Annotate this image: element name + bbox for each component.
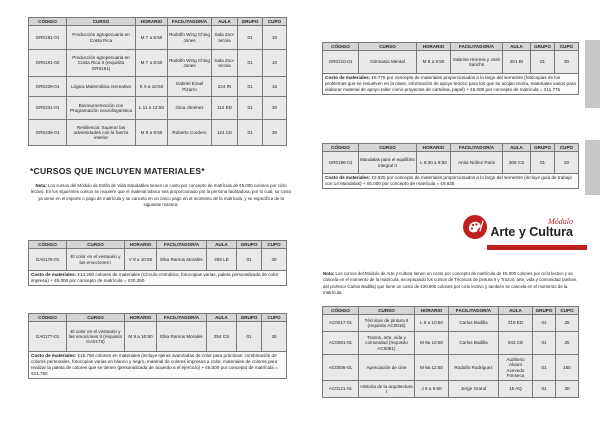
col-facilitador: FACILITADOR/A: [451, 43, 503, 51]
cell-grupo: 01: [533, 381, 556, 398]
cost-row: [323, 174, 579, 189]
note-text: Los cursos del Módulo de Arte y cultura tienen un costo por concepto de matrícula de ¢6.000 colones por ciclo lectivo y se cancela en el momento de la matrícula, exceptuando los cursos de Técnicas de pintura II y Trazos, arte, vida y comunidad (ambos del profesor Carlos Badilla) que tiene un costo de ¢20.000 colones por ciclo lectivo y también se cancela en el momento de la matrícula.: [323, 271, 577, 296]
cell-curso: El color en el vestuario y las emociones II (requisito GA0176): [67, 322, 125, 352]
module-accent-bar: [487, 245, 587, 250]
table-row: [29, 77, 287, 97]
cell-facilitador: Rodolfo Rodríguez: [449, 355, 499, 381]
page-edge-tab: [585, 140, 600, 195]
cell-grupo: 01: [237, 322, 262, 352]
page-edge-tab: [585, 40, 600, 108]
col-curso: CURSO: [359, 43, 417, 51]
cell-aula: 043 CE: [499, 332, 533, 355]
col-aula: AULA: [207, 241, 237, 249]
col-curso: CURSO: [359, 144, 417, 152]
cell-horario: M 9a 12:50: [415, 355, 449, 381]
cost-text: ¢2.625 por concepto de materiales proporcionados a lo largo del semestre (incluye guía de trabajo con 14 Mandalas) + ¢6.000 por concepto de matrícula = ¢8.625: [325, 175, 572, 186]
col-horario: HORARIO: [125, 314, 157, 322]
cell-aula: 124 CE: [212, 120, 238, 146]
table-header-row: [29, 241, 287, 249]
cell-cupo: 10: [263, 50, 287, 77]
table-gr0210: [322, 42, 579, 95]
cell-facilitador: Carlos Badilla: [449, 332, 499, 355]
col-codigo: CÓDIGO: [323, 307, 359, 315]
cell-grupo: 01: [238, 97, 263, 120]
cell-cupo: 20: [555, 152, 579, 174]
col-horario: HORARIO: [415, 307, 449, 315]
cell-grupo: 01: [533, 355, 556, 381]
cell-codigo: GR0191-01: [29, 26, 67, 50]
cell-cupo: 10: [263, 26, 287, 50]
cell-codigo: GA0177-01: [29, 322, 67, 352]
cell-aula: 255 LE: [207, 249, 237, 271]
cell-cupo: 30: [262, 322, 287, 352]
col-codigo: CÓDIGO: [323, 144, 359, 152]
cell-curso: Técnicas de pintura II (requisito AC0016): [359, 315, 415, 332]
cell-horario: M 8 a 9:50: [417, 51, 451, 74]
col-cupo: CUPO: [263, 18, 287, 26]
cost-cell: [323, 74, 579, 95]
col-grupo: GRUPO: [531, 144, 555, 152]
cell-horario: M 8 a 9:50: [136, 120, 168, 146]
cell-aula: 219 ED: [499, 315, 533, 332]
palette-logo-icon: [463, 215, 487, 239]
cell-codigo: AC0121-01: [323, 381, 359, 398]
table-row: [323, 355, 579, 381]
cell-curso: Producción agropecuaria en Costa Rica: [67, 26, 136, 50]
col-grupo: GRUPO: [531, 43, 555, 51]
cost-cell: [323, 174, 579, 189]
table-row: [29, 97, 287, 120]
cell-facilitador: Gina Jiménez: [168, 97, 212, 120]
cell-aula: 15 AQ: [499, 381, 533, 398]
cell-grupo: 01: [237, 249, 262, 271]
table-cursos-top: [28, 17, 287, 146]
cell-horario: L 11 a 12:50: [136, 97, 168, 120]
col-facilitador: FACILITADOR/A: [168, 18, 212, 26]
cell-curso: Producción agropecuaria en Costa Rica II (requisito GR0191): [67, 50, 136, 77]
col-curso: CURSO: [67, 314, 125, 322]
cell-aula: Auditorio Alvaro Acevedo Fonseca: [499, 355, 533, 381]
cell-horario: M 9a 10:50: [415, 332, 449, 355]
cell-codigo: GR0236-01: [29, 120, 67, 146]
col-grupo: GRUPO: [533, 307, 556, 315]
note-text: Los cursos del Módulo de Estilo de Vida Saludables tienen un costo por concepto de matrícula de ¢5.000 colones por ciclo lectivo. En los siguientes cursos se requiere que el material básico sea proporcionado por la persona facilitadora, por lo cual, su costo ya viene en el importe o pago de matrícula y se cancela en un único pago en el momento de la matrícula, y se especifica de la siguiente manera:: [30, 183, 292, 208]
cell-grupo: 01: [238, 50, 263, 77]
cell-codigo: GR0231-01: [29, 97, 67, 120]
col-codigo: CÓDIGO: [29, 241, 67, 249]
col-codigo: CÓDIGO: [29, 314, 67, 322]
cell-curso: Lógica Matemática recreativa: [67, 77, 136, 97]
module-name: Arte y Cultura: [490, 225, 573, 239]
cost-text: ¢15.750 colones en materiales (incluye tijeras avanzadas de color para prácticas: combinación de colores personales, fotocopias varias en blanco y negro, material de colores impresos a color, materiales de colores para realizar la paleta de colores que se tienen (personalizada de acuerdo a el ejercicio) + ¢6.000 por concepto de matrícula = ¢21.750: [31, 353, 278, 376]
cost-cell: [29, 271, 287, 286]
cell-codigo: GR0191-02: [29, 50, 67, 77]
cell-grupo: 01: [533, 332, 556, 355]
cell-horario: M 9 a 10:50: [125, 322, 157, 352]
col-aula: AULA: [503, 43, 531, 51]
cost-label: Costo de materiales:: [325, 175, 371, 180]
col-grupo: GRUPO: [237, 314, 262, 322]
cell-cupo: 15: [263, 77, 287, 97]
cost-cell: [29, 352, 287, 379]
cost-text: ¢5.775 por concepto de materiales proporcionados a lo largo del semestre (fotocopias de los problemas que se resuelven en la clase, información de apoyo teórico para los que se acojan teoría, materiales varios para elaborar material de apoyo taller como proyectos de cartulina, papel) + ¢6.000 por concepto de matrícula = ¢11.775: [325, 75, 576, 92]
module-label: Módulo: [548, 217, 573, 226]
cell-horario: M 7 a 8:50: [136, 26, 168, 50]
cell-grupo: 01: [531, 152, 555, 174]
cell-horario: J 8 a 9:50: [415, 381, 449, 398]
col-curso: CURSO: [67, 241, 125, 249]
table-ga0176: [28, 240, 287, 286]
cell-curso: Historia de la arquitectura I: [359, 381, 415, 398]
cell-aula: 254 CS: [207, 322, 237, 352]
cell-curso: Gimnasia Mental: [359, 51, 417, 74]
cell-curso: Resiliencia: Superar las adversidades con la fuerza interior: [67, 120, 136, 146]
cost-label: Costo de materiales:: [31, 272, 77, 277]
table-row: [323, 332, 579, 355]
cell-cupo: 30: [263, 97, 287, 120]
cell-cupo: 30: [555, 51, 579, 74]
table-row: [29, 120, 287, 146]
table-header-row: [323, 43, 579, 51]
heading-cursos-materiales: *CURSOS QUE INCLUYEN MATERIALES*: [30, 166, 205, 176]
col-facilitador: FACILITADOR/A: [157, 241, 207, 249]
table-row: [29, 249, 287, 271]
cell-codigo: AC0017-01: [323, 315, 359, 332]
col-horario: HORARIO: [136, 18, 168, 26]
cell-curso: Mandalas para el equilibrio integral II: [359, 152, 417, 174]
cell-grupo: 01: [531, 51, 555, 74]
col-facilitador: FACILITADOR/A: [157, 314, 207, 322]
cell-aula: 112 ED: [212, 97, 238, 120]
cell-cupo: 25: [556, 332, 579, 355]
col-aula: AULA: [207, 314, 237, 322]
cell-facilitador: Gabriel Ezael Pizarro: [168, 77, 212, 97]
col-cupo: CUPO: [555, 144, 579, 152]
table-arte-cultura: [322, 306, 579, 398]
cell-horario: L 9 a 10:50: [415, 315, 449, 332]
table-row: [29, 26, 287, 50]
cell-cupo: 30: [262, 249, 287, 271]
cell-cupo: 150: [556, 355, 579, 381]
cell-curso: Apreciación de cine: [359, 355, 415, 381]
cell-facilitador: Rodolfo Wing Ching Jones: [168, 50, 212, 77]
note-arte-cultura: [323, 271, 578, 297]
cost-label: Costo de materiales:: [31, 353, 77, 358]
cell-cupo: 30: [263, 120, 287, 146]
table-row: [29, 322, 287, 352]
col-cupo: CUPO: [555, 43, 579, 51]
cell-codigo: AC0081-01: [323, 332, 359, 355]
col-facilitador: FACILITADOR/A: [449, 307, 499, 315]
note-label: Nota:: [323, 271, 335, 276]
cell-horario: L 8:30 a 9:50: [417, 152, 451, 174]
cell-facilitador: Roberto Cordero: [168, 120, 212, 146]
note-label: Nota:: [35, 183, 47, 188]
table-row: [323, 51, 579, 74]
cost-row: [29, 271, 287, 286]
module-title: [487, 218, 573, 240]
cell-facilitador: Anita Núñez Paris: [451, 152, 503, 174]
cell-aula: 308 CS: [503, 152, 531, 174]
col-grupo: GRUPO: [238, 18, 263, 26]
cell-cupo: 30: [556, 381, 579, 398]
col-aula: AULA: [503, 144, 531, 152]
cell-cupo: 25: [556, 315, 579, 332]
col-grupo: GRUPO: [237, 241, 262, 249]
table-row: [323, 152, 579, 174]
table-header-row: [29, 314, 287, 322]
cell-aula: 201 BI: [503, 51, 531, 74]
cell-grupo: 01: [238, 77, 263, 97]
table-row: [323, 381, 579, 398]
cell-curso: Trazos, arte, vida y comunidad (requisito AC0081): [359, 332, 415, 355]
cell-grupo: 01: [533, 315, 556, 332]
cell-curso: El color en el vestuario y las emociones I: [67, 249, 125, 271]
cell-grupo: 01: [238, 120, 263, 146]
cell-facilitador: Elka Ramos Morales: [157, 249, 207, 271]
cell-aula: Sala Zoo-tecnia: [212, 26, 238, 50]
cost-row: [29, 352, 287, 379]
col-codigo: CÓDIGO: [323, 43, 359, 51]
table-row: [29, 50, 287, 77]
col-horario: HORARIO: [417, 144, 451, 152]
col-codigo: CÓDIGO: [29, 18, 67, 26]
cell-codigo: GR0229-01: [29, 77, 67, 97]
cell-facilitador: Rodolfo Wing Ching Jones: [168, 26, 212, 50]
col-curso: CURSO: [67, 18, 136, 26]
col-horario: HORARIO: [125, 241, 157, 249]
cell-horario: K 9 a 10:50: [136, 77, 168, 97]
table-row: [323, 315, 579, 332]
col-facilitador: FACILITADOR/A: [451, 144, 503, 152]
cell-facilitador: Jorge Grand: [449, 381, 499, 398]
col-cupo: CUPO: [262, 241, 287, 249]
cell-horario: V 9 a 10:50: [125, 249, 157, 271]
col-aula: AULA: [499, 307, 533, 315]
cell-codigo: GR0196-01: [323, 152, 359, 174]
cost-text: ¢14.250 colones de materiales (Círculo cromático, fotocopias varias, paleta personalizada de color impresa) + ¢6.000 por concepto de matrícula = ¢20.250: [31, 272, 279, 283]
cost-label: Costo de materiales:: [325, 75, 371, 80]
cell-facilitador: Elka Ramos Morales: [157, 322, 207, 352]
cell-aula: Sala Zoo-tecnia: [212, 50, 238, 77]
cell-curso: Bioneuroemoción con Programación neurolingüística: [67, 97, 136, 120]
table-gr0196: [322, 143, 579, 189]
col-cupo: CUPO: [556, 307, 579, 315]
table-header-row: [29, 18, 287, 26]
cell-grupo: 01: [238, 26, 263, 50]
table-header-row: [323, 144, 579, 152]
col-aula: AULA: [212, 18, 238, 26]
cell-horario: M 7 a 8:50: [136, 50, 168, 77]
table-ga0177: [28, 313, 287, 379]
cell-codigo: GA0176-01: [29, 249, 67, 271]
cell-facilitador: Sabrina Herrera y José Sancho: [451, 51, 503, 74]
cell-facilitador: Carlos Badilla: [449, 315, 499, 332]
col-curso: CURSO: [359, 307, 415, 315]
cell-codigo: AC0006-01: [323, 355, 359, 381]
cost-row: [323, 74, 579, 95]
note-estilos-vida: [30, 183, 292, 209]
cell-aula: 224 IN: [212, 77, 238, 97]
table-header-row: [323, 307, 579, 315]
col-horario: HORARIO: [417, 43, 451, 51]
cell-codigo: GR0210-01: [323, 51, 359, 74]
col-cupo: CUPO: [262, 314, 287, 322]
